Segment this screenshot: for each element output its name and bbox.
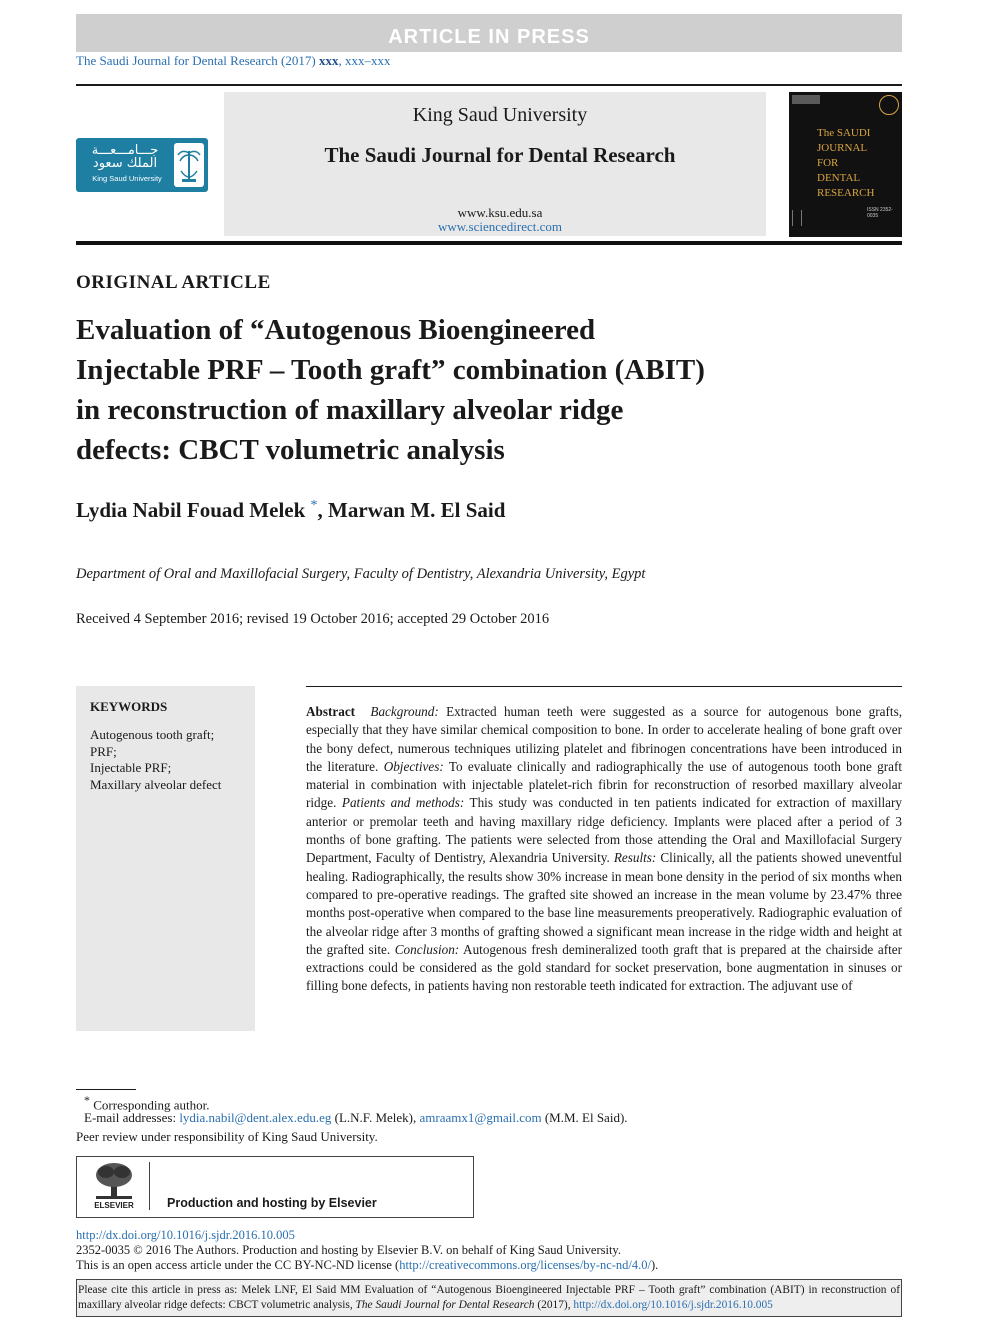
journal-cover-image	[789, 92, 902, 237]
copyright: 2352-0035 © 2016 The Authors. Production and hosting by Elsevier B.V. on behalf of King Saud University.	[76, 1243, 621, 1257]
university-url[interactable]: www.ksu.edu.sa	[457, 205, 543, 220]
title-line: in reconstruction of maxillary alveolar ridge	[76, 394, 624, 426]
email-link-el-said[interactable]: amraamx1@gmail.com	[419, 1110, 542, 1125]
cite-prefix: Please cite this article in press as: Melek LNF, El Said MM Evaluation of “Autogenous Bioengineered Injectable PRF – Tooth graft” combination (ABIT) in reconstruction of maxillary alveolar ridge defects: CBCT volumetric analysis,	[78, 1284, 900, 1311]
elsevier-tree-icon	[90, 1161, 138, 1201]
title-line: Evaluation of “Autogenous Bioengineered	[76, 314, 596, 346]
email-link-melek[interactable]: lydia.nabil@dent.alex.edu.eg	[179, 1110, 332, 1125]
section-label: ORIGINAL ARTICLE	[76, 272, 271, 293]
abstract-rule	[306, 686, 902, 687]
article-in-press-banner: ARTICLE IN PRESS	[76, 14, 902, 52]
ksu-logo-latin: King Saud University	[92, 174, 162, 183]
keyword-item: Autogenous tooth graft;	[90, 727, 215, 742]
email-owner-el-said: (M.M. El Said).	[541, 1110, 628, 1125]
article-title	[76, 310, 816, 470]
cite-journal: The Saudi Journal for Dental Research	[355, 1299, 535, 1311]
elsevier-divider	[149, 1162, 150, 1210]
keyword-item: Maxillary alveolar defect	[90, 776, 222, 792]
license-link[interactable]: http://creativecommons.org/licenses/by-nc-nd/4.0/	[399, 1258, 651, 1272]
results-text: Clinically, all the patients showed uneventful healing. Radiographically, the results show 30% increase in mean bone density in the period of six months when compared to pre-operative readings. The grafted site showed an increase in the mean volume by 23.47% three months post-operative when compared to the base line measurements preoperatively. Radiographic evaluation of the alveolar ridge after 3 months of grafting showed a significant mean increase in the ridge width and height at the grafted site.	[306, 850, 903, 957]
cover-issn: ISSN 2352-0035	[867, 207, 893, 219]
footnote-rule	[76, 1089, 136, 1090]
open-access-note	[76, 1258, 658, 1273]
production-hosting: Production and hosting by Elsevier	[167, 1196, 377, 1210]
keyword-item: Injectable PRF;	[90, 760, 172, 775]
ksu-logo-arabic: جـــامـــعـــة الملك سعود	[91, 143, 159, 171]
objectives-text: To evaluate clinically and radiographically the use of autogenous tooth bone graft material in combination with injectable platelet-rich fibrin for reconstruction of resorbed maxillary alveolar ridge.	[306, 758, 903, 811]
running-citation-volume: xxx	[318, 53, 339, 68]
title-line: Injectable PRF – Tooth graft” combination (ABIT)	[76, 354, 705, 386]
header-rule	[76, 241, 902, 245]
top-rule	[76, 84, 902, 86]
abstract-body	[306, 703, 902, 996]
results-label: Results:	[613, 850, 657, 866]
cite-year: (2017),	[534, 1299, 574, 1311]
elsevier-tree-logo	[90, 1161, 138, 1211]
running-citation-pages: , xxx–xxx	[338, 53, 391, 68]
title-line: defects: CBCT volumetric analysis	[76, 434, 505, 466]
methods-text: This study was conducted in ten patients indicated for extraction of maxillary anterior or premolar teeth and having maxillary ridge deficiency. Implants were placed after a period of 3 months of bone grafting. The patients were selected from those attending the Oral and Maxillofacial Surgery Department, Faculty of Dentistry, Alexandria University.	[306, 795, 902, 866]
author-list	[76, 498, 505, 523]
ksu-logo	[76, 138, 208, 192]
keyword-item: PRF;	[90, 743, 117, 759]
cover-seal-icon	[879, 95, 899, 115]
affiliation: Department of Oral and Maxillofacial Surgery, Faculty of Dentistry, Alexandria University, Egypt	[76, 566, 646, 582]
peer-review-note: Peer review under responsibility of King Saud University.	[76, 1129, 378, 1144]
running-citation-journal: The Saudi Journal for Dental Research (2017)	[76, 53, 316, 68]
background-text: Extracted human teeth were suggested as a source for autogenous bone grafts, especially that they have similar chemical composition to bone. In order to accelerate healing of bone graft over the bony defect, numerous techniques utilizing platelet and fibrinogen concentrations have been introduced in the literature.	[306, 704, 902, 774]
email-footnote	[84, 1110, 628, 1126]
corresponding-mark-link[interactable]: *	[310, 498, 318, 513]
journal-name: The Saudi Journal for Dental Research	[324, 143, 676, 167]
cover-title: The SAUDI JOURNAL FOR DENTAL RESEARCH	[817, 127, 875, 199]
elsevier-wordmark: ELSEVIER	[94, 1201, 134, 1210]
email-owner-melek: (L.N.F. Melek),	[331, 1110, 420, 1125]
cite-doi-link[interactable]: http://dx.doi.org/10.1016/j.sjdr.2016.10.005	[573, 1299, 773, 1311]
objectives-label: Objectives:	[383, 758, 444, 774]
university-name: King Saud University	[412, 104, 588, 126]
background-label: Background:	[370, 704, 439, 719]
oa-suffix: ).	[650, 1258, 659, 1272]
oa-prefix: This is an open access article under the CC BY-NC-ND license (	[76, 1258, 400, 1272]
keywords-list	[90, 727, 221, 793]
conclusion-text: Autogenous fresh demineralized tooth graft that is prepared at the chairside after extractions could be considered as the gold standard for socket preservation, bone augmentation in sinuses or filling bone defects, in patients having non restorable teeth indicated for extraction. The adjuvant use of	[306, 941, 902, 994]
running-citation	[76, 53, 390, 69]
cover-publisher-mark	[792, 95, 820, 104]
doi-link[interactable]: http://dx.doi.org/10.1016/j.sjdr.2016.10.005	[76, 1228, 295, 1242]
cover-barcode	[792, 210, 802, 226]
methods-label: Patients and methods:	[341, 795, 465, 811]
email-label: E-mail addresses:	[84, 1110, 177, 1125]
conclusion-label: Conclusion:	[394, 941, 460, 957]
author-melek: Lydia Nabil Fouad Melek	[76, 498, 306, 522]
palm-emblem-icon	[174, 143, 204, 187]
sciencedirect-link[interactable]: www.sciencedirect.com	[437, 219, 563, 234]
article-dates: Received 4 September 2016; revised 19 October 2016; accepted 29 October 2016	[76, 611, 550, 627]
author-el-said: , Marwan M. El Said	[317, 498, 506, 522]
corresponding-text: Corresponding author.	[93, 1097, 210, 1113]
abstract-heading: Abstract	[306, 704, 356, 719]
footnote-star: *	[84, 1093, 90, 1107]
keywords-heading: KEYWORDS	[90, 699, 168, 714]
cite-instruction	[78, 1283, 900, 1313]
